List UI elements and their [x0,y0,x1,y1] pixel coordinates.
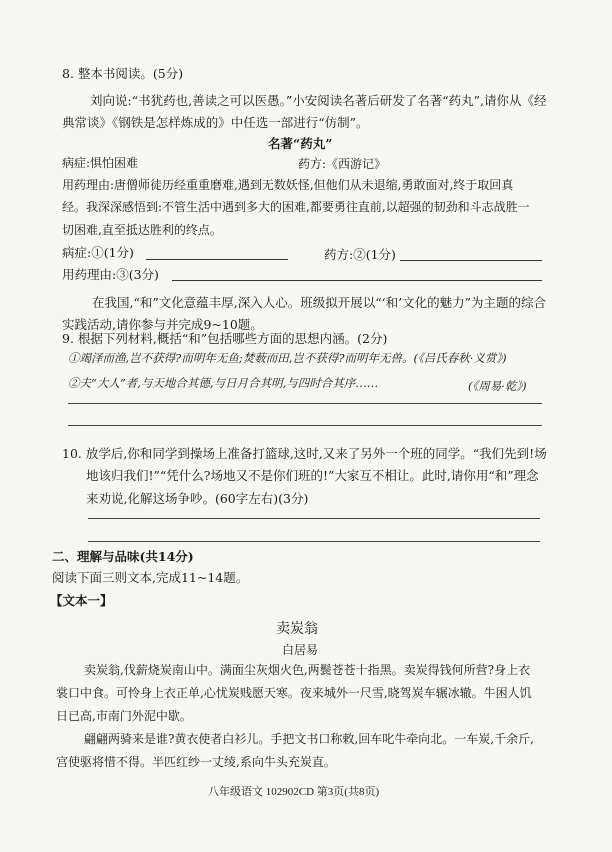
q9-answer-line-2[interactable] [68,425,542,426]
poem-author: 白居易 [282,643,319,657]
text1-label: 【文本一】 [50,593,113,608]
q9-material-2-source: (《周易·乾》) [468,379,527,393]
q8-title: 8. 整本书阅读。(5分) [62,66,184,81]
q10-line3: 来劝说,化解这场争吵。(60字左右)(3分) [86,491,309,506]
activity-line1: 在我国,“和”文化意蕴丰厚,深入人心。班级拟开展以“‘和’文化的魅力”为主题的综合 [92,295,546,310]
q10-answer-line-1[interactable] [88,518,540,519]
q10-line1: 10. 放学后,你和同学到操场上准备打篮球,这时,又来了另外一个班的同学。“我们先到!场 [62,446,547,461]
fill-disease-blank[interactable] [146,259,288,260]
q10-answer-line-2[interactable] [88,541,540,542]
poem-line: 裳口中食。可怜身上衣正单,心忧炭贱愿天寒。夜来城外一尺雪,晓驾炭车辗冰辙。牛困人饥 [56,686,532,700]
fill-reason-label: 用药理由:③(3分) [62,267,159,282]
q9-material-2: ②夫“大人”者,与天地合其德,与日月合其明,与四时合其序…… [68,376,379,390]
example-reason-line1: 用药理由:唐僧师徒历经重重磨难,遇到无数妖怪,但他们从未退缩,勇敢面对,终于取回真 [62,178,514,192]
section2-heading: 二、理解与品味(共14分) [52,549,194,564]
q9-title: 9. 根据下列材料,概括“和”包括哪些方面的思想内涵。(2分) [62,331,388,346]
poem-line: 宫使驱将惜不得。半匹红纱一丈绫,系向牛头充炭直。 [56,755,336,769]
q8-intro-line2: 典常谈》《钢铁是怎样炼成的》中任选一部进行“仿制”。 [62,115,369,130]
example-recipe: 药方:《西游记》 [298,157,387,171]
q10-line2: 地该归我们!”“凭什么?场地又不是你们班的!”大家互不相让。此时,请你用“和”理念 [86,468,539,483]
q9-answer-line-1[interactable] [68,403,542,404]
fill-reason-blank[interactable] [172,280,542,281]
fill-disease-label: 病症:①(1分) [62,245,134,260]
example-disease: 病症:惧怕困难 [62,156,139,170]
activity-line2: 实践活动,请你参与并完成9~10题。 [62,317,263,332]
fill-recipe-label: 药方:②(1分) [324,247,396,262]
q9-material-1: ①竭泽而渔,岂不获得?而明年无鱼;焚薮而田,岂不获得?而明年无兽。(《吕氏春秋·义赏》) [68,351,507,365]
poem-title: 卖炭翁 [276,621,318,637]
poem-line: 卖炭翁,伐薪烧炭南山中。满面尘灰烟火色,两鬓苍苍十指黑。卖炭得钱何所营?身上衣 [84,663,531,677]
page-footer: 八年级语文 102902CD 第3页(共8页) [208,786,380,798]
poem-line: 翩翩两骑来是谁?黄衣使者白衫儿。手把文书口称敕,回车叱牛牵向北。一车炭,千余斤, [84,732,534,746]
pill-title: 名著“药丸” [268,136,333,151]
example-reason-line3: 切困难,直至抵达胜利的终点。 [62,223,222,237]
q8-intro-line1: 刘向说:“书犹药也,善读之可以医愚。”小安阅读名著后研发了名著“药丸”,请你从《经 [90,93,547,108]
poem-line: 日已高,市南门外泥中歇。 [56,709,192,723]
example-reason-line2: 经。我深深感悟到:不管生活中遇到多大的困难,都要勇往直前,以超强的韧劲和斗志战胜一 [62,200,530,214]
fill-recipe-blank[interactable] [400,260,542,261]
section2-instruction: 阅读下面三则文本,完成11~14题。 [52,570,249,585]
